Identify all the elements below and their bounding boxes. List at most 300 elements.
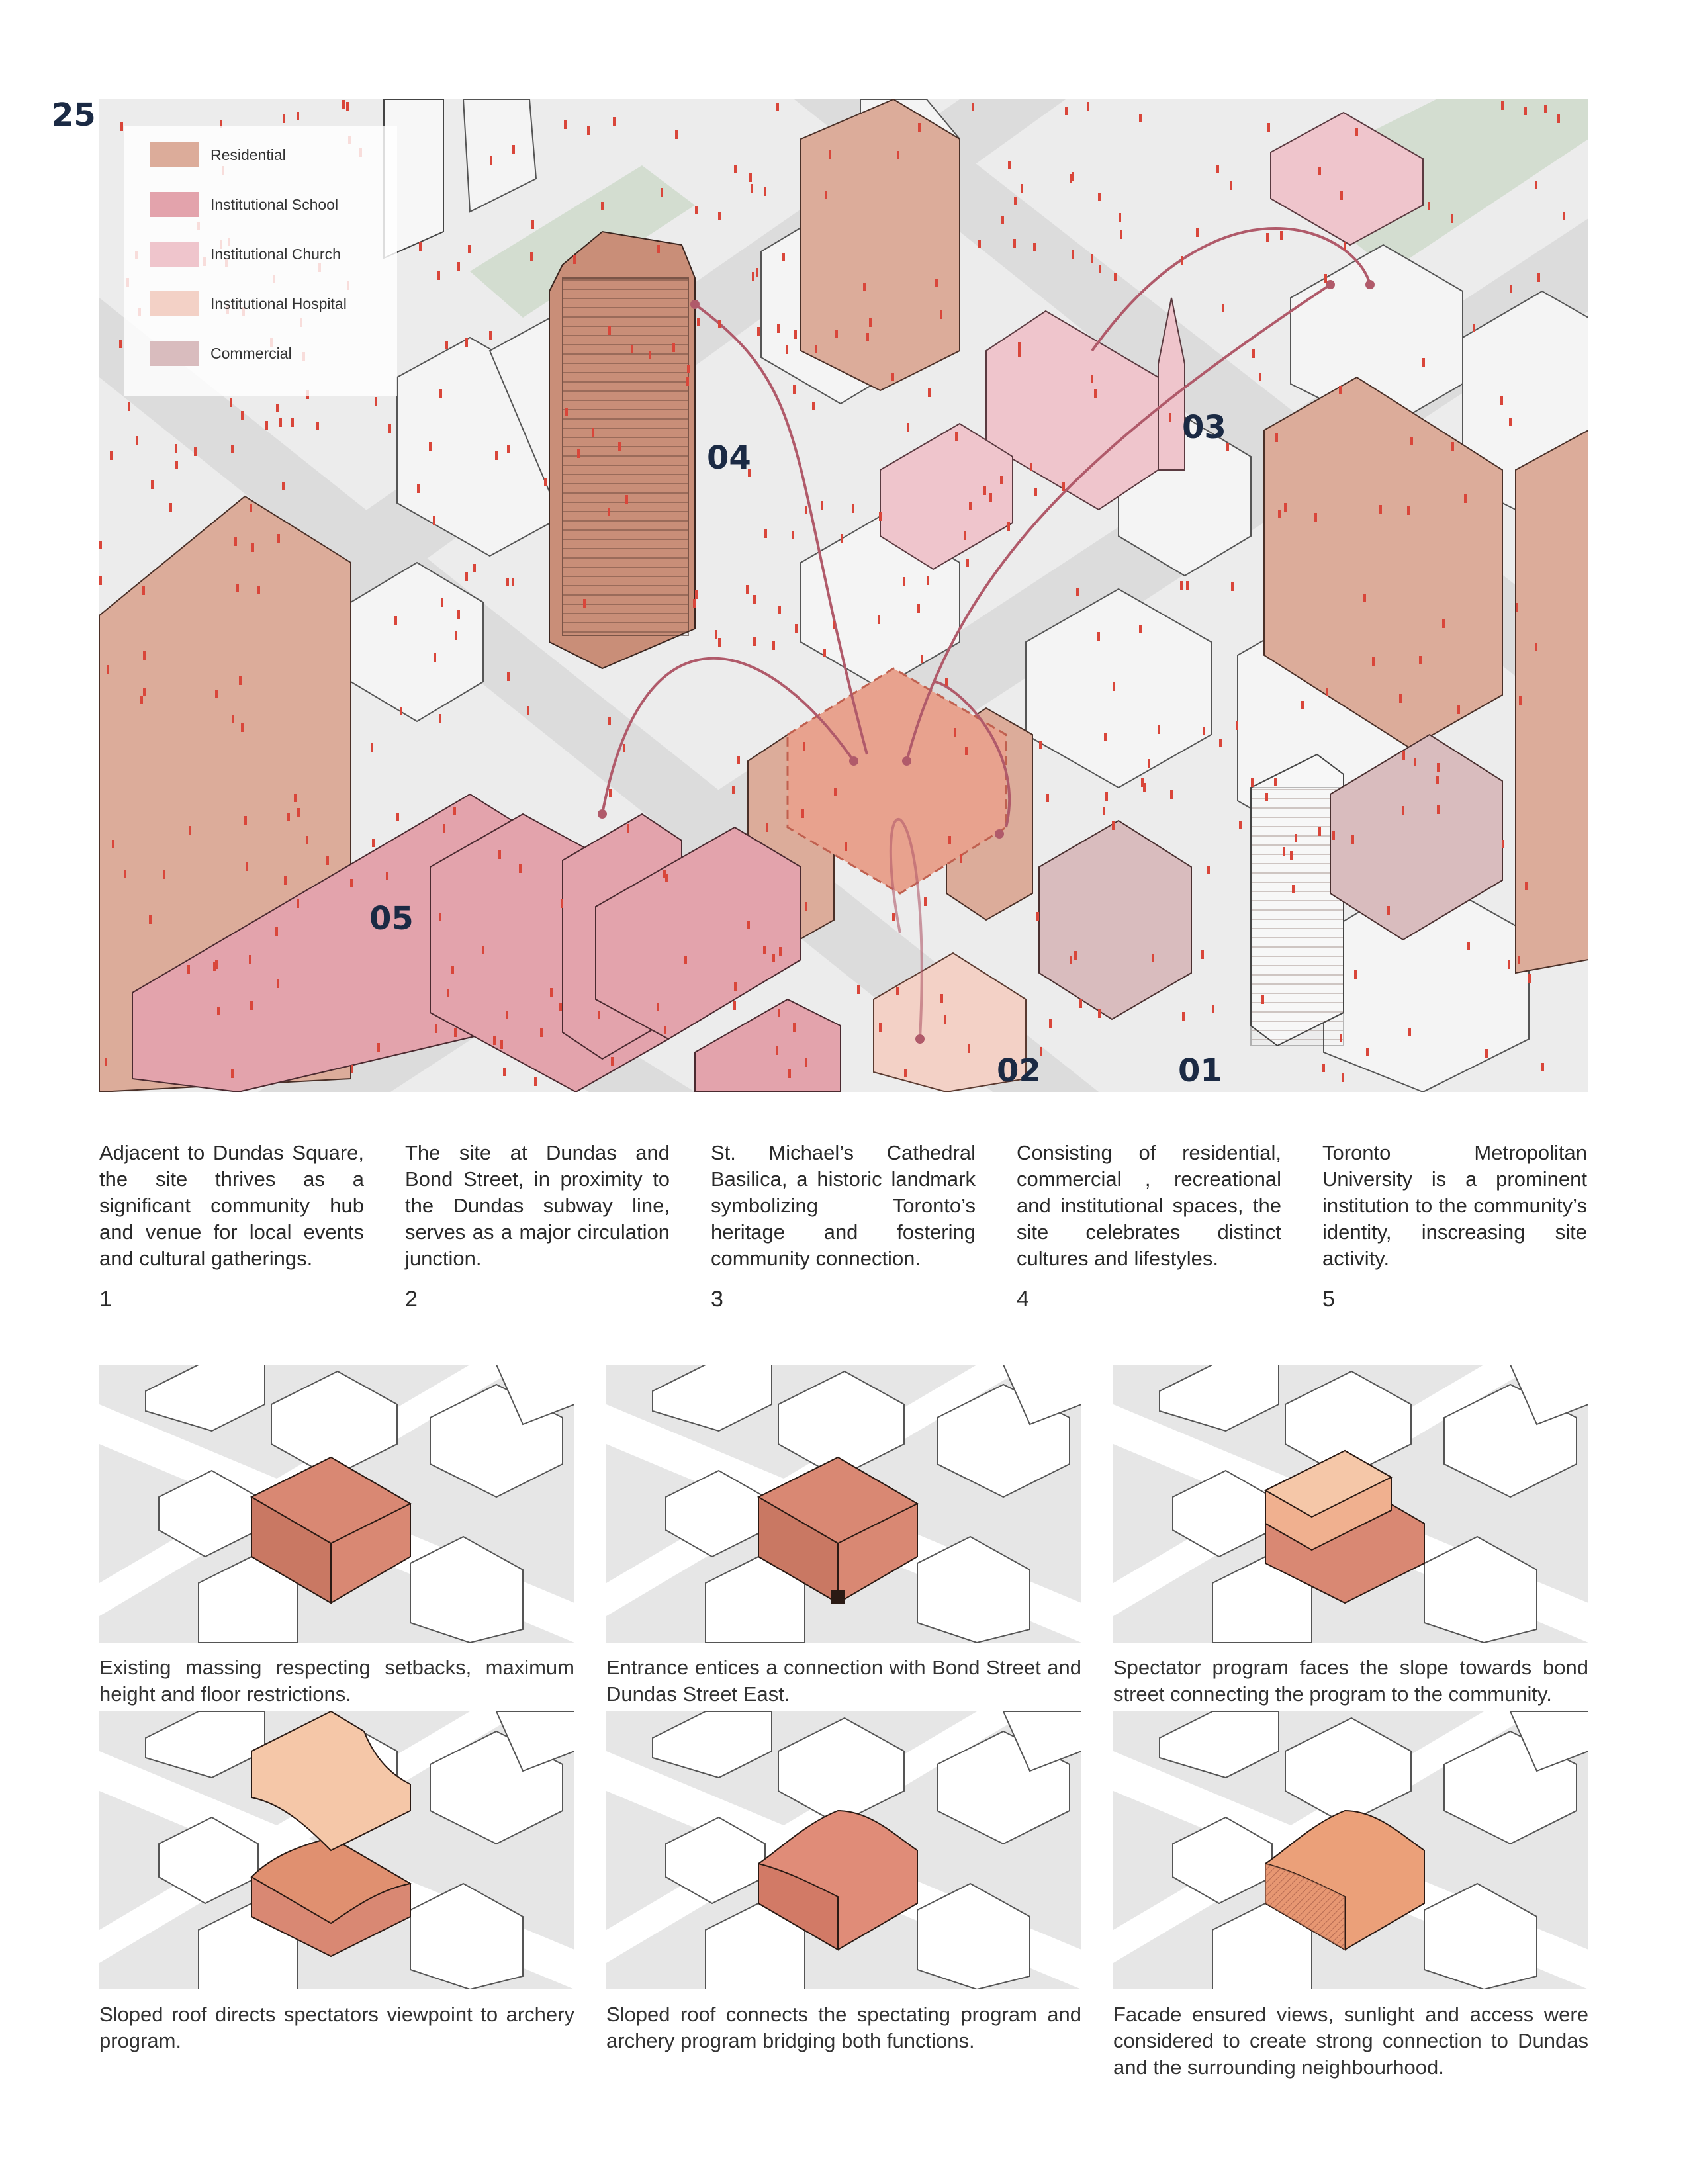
pedestrian-mark (1414, 758, 1416, 766)
pedestrian-mark (279, 418, 282, 427)
pedestrian-mark (625, 495, 628, 504)
pedestrian-mark (812, 402, 815, 410)
pedestrian-mark (530, 252, 533, 261)
pedestrian-mark (1407, 506, 1410, 515)
pedestrian-mark (534, 1077, 537, 1086)
pedestrian-mark (608, 326, 611, 335)
pedestrian-mark (465, 338, 468, 347)
pedestrian-mark (107, 665, 109, 674)
pedestrian-mark (217, 1007, 220, 1015)
pedestrian-mark (194, 447, 197, 456)
pedestrian-mark (1094, 389, 1097, 398)
pedestrian-mark (1152, 954, 1154, 962)
pedestrian-mark (598, 1011, 600, 1019)
pedestrian-mark (143, 651, 146, 660)
pedestrian-mark (1087, 102, 1089, 111)
pedestrian-mark (1169, 413, 1171, 422)
legend-swatch (150, 291, 199, 316)
pedestrian-mark (1239, 821, 1242, 829)
pedestrian-mark (649, 351, 651, 359)
legend-item (150, 240, 341, 269)
pedestrian-mark (1098, 1009, 1101, 1018)
pedestrian-mark (1518, 956, 1520, 964)
pedestrian-mark (213, 962, 216, 971)
description-number: 2 (405, 1287, 418, 1312)
legend-swatch (150, 242, 199, 267)
pedestrian-mark (1180, 581, 1183, 590)
pedestrian-mark (1437, 805, 1440, 814)
pedestrian-mark (1442, 619, 1445, 628)
pedestrian-mark (795, 624, 798, 633)
pedestrian-mark (99, 541, 102, 549)
pedestrian-mark (695, 590, 698, 599)
pedestrian-mark (561, 899, 563, 908)
pedestrian-mark (136, 436, 138, 445)
pedestrian-mark (766, 823, 768, 832)
pedestrian-mark (1139, 625, 1142, 633)
pedestrian-mark (1280, 231, 1283, 240)
pedestrian-mark (601, 202, 604, 210)
massing-panel-4 (99, 1711, 574, 1989)
pedestrian-mark (128, 402, 130, 411)
pedestrian-mark (687, 365, 690, 373)
pedestrian-mark (1344, 242, 1346, 250)
pedestrian-mark (143, 688, 146, 696)
pedestrian-mark (277, 979, 279, 988)
pedestrian-mark (1014, 197, 1017, 205)
pedestrian-mark (1201, 950, 1204, 959)
pedestrian-mark (1074, 951, 1077, 960)
pedestrian-mark (1535, 181, 1537, 189)
pedestrian-mark (1007, 522, 1010, 531)
pedestrian-mark (756, 268, 758, 277)
pedestrian-mark (627, 824, 629, 833)
pedestrian-mark (241, 411, 244, 420)
massing-panel-5 (606, 1711, 1081, 1989)
pedestrian-mark (935, 279, 938, 287)
pedestrian-mark (386, 872, 388, 880)
pedestrian-mark (1251, 778, 1254, 787)
legend-item (150, 190, 338, 219)
pedestrian-mark (863, 283, 866, 291)
pedestrian-mark (1295, 834, 1297, 842)
pedestrian-mark (1076, 588, 1079, 596)
pedestrian-mark (1355, 128, 1358, 136)
pedestrian-mark (672, 343, 675, 352)
pedestrian-mark (120, 122, 123, 131)
pedestrian-mark (1103, 807, 1105, 815)
pedestrian-mark (896, 987, 899, 995)
pedestrian-mark (473, 564, 476, 572)
description-number: 1 (99, 1287, 112, 1312)
pedestrian-mark (764, 187, 766, 196)
pedestrian-mark (1021, 184, 1023, 193)
pedestrian-mark (801, 809, 804, 818)
pedestrian-mark (944, 1015, 946, 1024)
pedestrian-mark (433, 516, 435, 525)
pedestrian-mark (1072, 172, 1074, 181)
pedestrian-mark (734, 165, 737, 173)
pedestrian-mark (1372, 657, 1375, 666)
pedestrian-mark (918, 123, 921, 132)
pedestrian-mark (1283, 847, 1285, 856)
pedestrian-mark (903, 577, 905, 586)
legend-label: Residential (210, 146, 286, 163)
pedestrian-mark (434, 653, 436, 662)
pedestrian-mark (793, 385, 796, 394)
pedestrian-mark (500, 1040, 503, 1049)
pedestrian-mark (99, 576, 102, 585)
pedestrian-mark (1501, 101, 1504, 110)
pedestrian-mark (1034, 488, 1037, 496)
pedestrian-mark (468, 245, 471, 253)
legend-swatch (150, 341, 199, 366)
legend-label: Institutional Church (210, 245, 341, 263)
pedestrian-mark (1410, 437, 1413, 445)
pedestrian-mark (1524, 107, 1527, 115)
description-number: 5 (1322, 1287, 1335, 1312)
pedestrian-mark (1182, 1012, 1185, 1021)
pedestrian-mark (1402, 806, 1404, 815)
pedestrian-mark (1354, 970, 1357, 979)
pedestrian-mark (757, 327, 760, 336)
pedestrian-mark (841, 534, 843, 543)
pedestrian-mark (124, 870, 126, 878)
pedestrian-mark (746, 585, 749, 594)
massing-panel-1 (99, 1365, 574, 1643)
pedestrian-mark (1065, 107, 1068, 115)
pedestrian-mark (377, 1043, 380, 1052)
pedestrian-mark (493, 1036, 496, 1045)
pedestrian-mark (1541, 1063, 1544, 1071)
pedestrian-mark (400, 707, 402, 715)
pedestrian-mark (1212, 1005, 1214, 1013)
pedestrian-mark (1072, 250, 1074, 259)
map-legend (124, 126, 397, 396)
pedestrian-mark (907, 423, 909, 432)
pedestrian-mark (287, 813, 290, 821)
pedestrian-mark (945, 678, 948, 686)
pedestrian-mark (250, 504, 252, 512)
pedestrian-mark (1379, 505, 1382, 514)
pedestrian-mark (495, 451, 498, 460)
pedestrian-mark (866, 333, 869, 341)
pedestrian-mark (592, 428, 594, 437)
pedestrian-mark (429, 442, 432, 451)
pedestrian-mark (857, 985, 860, 994)
pedestrian-mark (772, 641, 775, 650)
pedestrian-mark (1402, 751, 1405, 760)
pedestrian-mark (776, 103, 779, 111)
pedestrian-mark (794, 330, 797, 339)
description-number: 3 (711, 1287, 723, 1312)
pedestrian-mark (1070, 956, 1072, 964)
pedestrian-mark (1340, 1034, 1342, 1042)
pedestrian-mark (119, 340, 122, 348)
pedestrian-mark (611, 1057, 614, 1066)
pedestrian-mark (140, 696, 143, 704)
pedestrian-mark (489, 331, 492, 340)
pedestrian-mark (878, 615, 880, 624)
pedestrian-mark (1275, 433, 1278, 442)
pedestrian-mark (435, 1024, 437, 1033)
pedestrian-mark (388, 424, 391, 433)
pedestrian-mark (608, 717, 611, 725)
pedestrian-mark (447, 989, 449, 997)
pedestrian-mark (507, 445, 510, 453)
pedestrian-mark (948, 836, 951, 844)
pedestrian-mark (1091, 375, 1093, 383)
massing-caption-2: Entrance entices a connection with Bond Street and Dundas Street East. (606, 1656, 1081, 1706)
pedestrian-mark (815, 345, 817, 353)
pedestrian-mark (1516, 603, 1518, 612)
pedestrian-mark (964, 531, 966, 540)
pedestrian-mark (1451, 442, 1454, 451)
pedestrian-mark (1387, 906, 1390, 915)
pedestrian-mark (1219, 739, 1222, 747)
pedestrian-mark (1342, 1073, 1344, 1082)
pedestrian-mark (306, 836, 308, 844)
pedestrian-mark (1036, 912, 1039, 921)
pedestrian-mark (1114, 273, 1117, 281)
legend-label: Institutional Hospital (210, 295, 347, 312)
pedestrian-mark (657, 245, 660, 253)
pedestrian-mark (1510, 285, 1512, 293)
pedestrian-mark (465, 572, 468, 581)
pedestrian-mark (1181, 256, 1183, 265)
pedestrian-mark (1366, 1048, 1369, 1056)
pedestrian-mark (1301, 701, 1304, 709)
pedestrian-mark (1464, 494, 1467, 503)
pedestrian-mark (879, 512, 882, 521)
pedestrian-mark (445, 341, 448, 349)
pedestrian-mark (1141, 778, 1144, 787)
legend-item (150, 140, 286, 169)
pedestrian-mark (892, 913, 895, 921)
massing-caption-3: Spectator program faces the slope towards bond street connecting the program to the community. (1113, 1656, 1588, 1706)
description-1: Adjacent to Dundas Square, the site thrives as a significant community hub and venue for local events and cultural gatherings. (99, 1141, 364, 1270)
pedestrian-mark (234, 537, 237, 546)
pedestrian-mark (419, 242, 422, 251)
pedestrian-mark (250, 1001, 253, 1010)
pedestrian-mark (921, 655, 923, 663)
pedestrian-mark (753, 595, 756, 604)
pedestrian-mark (1351, 835, 1354, 844)
pedestrian-mark (1186, 581, 1189, 590)
pedestrian-mark (1422, 358, 1425, 367)
pedestrian-mark (1062, 482, 1065, 491)
pedestrian-mark (965, 747, 968, 755)
pedestrian-mark (175, 461, 178, 469)
pedestrian-mark (1318, 167, 1321, 175)
pedestrian-mark (241, 723, 244, 732)
pedestrian-mark (455, 631, 457, 640)
pedestrian-mark (1473, 324, 1475, 332)
pedestrian-mark (342, 100, 345, 109)
pedestrian-mark (1113, 682, 1115, 691)
pedestrian-mark (1207, 866, 1210, 874)
pedestrian-mark (1500, 396, 1503, 405)
pedestrian-mark (1030, 463, 1032, 471)
pedestrian-mark (1230, 181, 1232, 190)
pedestrian-mark (1158, 725, 1160, 734)
pedestrian-mark (686, 377, 689, 386)
pedestrian-mark (1267, 123, 1270, 132)
pedestrian-mark (550, 988, 553, 997)
marker-05: 05 (369, 900, 414, 937)
pedestrian-mark (782, 253, 785, 261)
description-4: Consisting of residential, commercial , recreational and institutional spaces, the site celebrates distinct cultures and lifestyles. (1017, 1141, 1281, 1270)
pedestrian-mark (834, 788, 837, 796)
pedestrian-mark (1203, 727, 1205, 735)
pedestrian-mark (1265, 793, 1268, 801)
pedestrian-mark (236, 584, 239, 592)
pedestrian-mark (187, 965, 190, 974)
pedestrian-mark (149, 915, 152, 924)
pedestrian-mark (695, 206, 698, 214)
pedestrian-mark (1039, 741, 1042, 749)
massing-panel-3 (1113, 1365, 1588, 1643)
pedestrian-mark (1274, 778, 1277, 786)
pedestrian-mark (1284, 503, 1287, 512)
pedestrian-mark (451, 966, 454, 974)
pedestrian-mark (294, 794, 297, 802)
pedestrian-mark (793, 1023, 796, 1032)
pedestrian-mark (175, 444, 177, 453)
pedestrian-mark (1259, 373, 1261, 381)
pedestrian-mark (1485, 1049, 1488, 1058)
pedestrian-mark (351, 1065, 353, 1073)
pedestrian-mark (693, 599, 696, 608)
pedestrian-mark (664, 1026, 666, 1034)
pedestrian-mark (1332, 831, 1335, 840)
pedestrian-mark (1216, 165, 1219, 173)
page-number: 25 (52, 97, 96, 134)
pedestrian-mark (733, 1001, 736, 1010)
pedestrian-mark (663, 870, 666, 878)
pedestrian-mark (954, 728, 956, 737)
pedestrian-mark (1001, 216, 1004, 224)
pedestrian-mark (490, 156, 492, 165)
pedestrian-mark (559, 1003, 562, 1011)
pedestrian-mark (1457, 705, 1460, 714)
pedestrian-mark (1000, 476, 1003, 484)
pedestrian-mark (978, 240, 981, 248)
pedestrian-mark (989, 493, 992, 502)
pedestrian-mark (968, 1044, 970, 1053)
pedestrian-mark (439, 714, 441, 723)
pedestrian-mark (1008, 161, 1011, 169)
pedestrian-mark (527, 706, 529, 715)
pedestrian-mark (734, 982, 737, 991)
pedestrian-mark (277, 534, 280, 543)
pedestrian-mark (457, 610, 460, 619)
pedestrian-mark (244, 816, 247, 825)
pedestrian-mark (1467, 942, 1470, 950)
pedestrian-mark (482, 946, 484, 954)
marker-03: 03 (1182, 409, 1226, 446)
pedestrian-mark (531, 220, 534, 229)
pedestrian-mark (661, 188, 663, 197)
pedestrian-mark (1326, 688, 1328, 696)
pedestrian-mark (265, 421, 268, 430)
pedestrian-mark (983, 486, 986, 495)
pedestrian-mark (747, 921, 750, 929)
pedestrian-mark (565, 408, 568, 416)
pedestrian-mark (1525, 882, 1528, 890)
pedestrian-mark (443, 824, 445, 833)
pedestrian-mark (110, 451, 113, 460)
pedestrian-mark (1091, 254, 1093, 263)
pedestrian-mark (879, 1023, 882, 1032)
pedestrian-mark (805, 902, 807, 911)
pedestrian-mark (718, 212, 721, 220)
pedestrian-mark (924, 897, 927, 906)
pedestrian-mark (1252, 349, 1255, 358)
pedestrian-mark (276, 404, 279, 412)
pedestrian-mark (1170, 790, 1173, 799)
pedestrian-mark (1324, 274, 1327, 283)
pedestrian-mark (507, 672, 510, 681)
pedestrian-mark (955, 432, 958, 441)
pedestrian-mark (940, 994, 943, 1003)
pedestrian-mark (829, 150, 831, 159)
massing-panel-2 (606, 1365, 1081, 1643)
pedestrian-mark (1049, 1019, 1052, 1028)
pedestrian-mark (437, 271, 440, 280)
pedestrian-mark (232, 715, 234, 723)
pedestrian-mark (151, 480, 154, 489)
pedestrian-mark (439, 389, 442, 398)
pedestrian-mark (805, 1058, 807, 1067)
pedestrian-mark (1502, 840, 1504, 848)
pedestrian-mark (1097, 632, 1100, 641)
pedestrian-mark (869, 318, 872, 327)
pedestrian-mark (519, 864, 522, 873)
legend-item (150, 339, 292, 368)
pedestrian-mark (587, 126, 590, 135)
pedestrian-mark (891, 373, 894, 381)
pedestrian-mark (1046, 794, 1049, 802)
pedestrian-mark (928, 388, 931, 397)
description-3: St. Michael’s Cathedral Basilica, a historic landmark symbolizing Toronto’s heritage and fostering community connection. (711, 1141, 976, 1270)
pedestrian-mark (251, 543, 254, 552)
pedestrian-mark (1099, 265, 1101, 273)
description-2: The site at Dundas and Bond Street, in proximity to the Dundas subway line, serves as a major circulation junction. (405, 1141, 670, 1270)
pedestrian-mark (1537, 273, 1540, 282)
pedestrian-mark (231, 445, 234, 453)
pedestrian-mark (1104, 733, 1107, 741)
pedestrian-mark (786, 345, 788, 354)
pedestrian-mark (112, 840, 114, 848)
pedestrian-mark (960, 854, 962, 863)
pedestrian-mark (439, 913, 441, 921)
pedestrian-mark (498, 850, 501, 859)
pedestrian-mark (1363, 594, 1366, 602)
pedestrian-mark (169, 503, 172, 512)
legend-swatch (150, 142, 199, 167)
pedestrian-mark (772, 954, 775, 962)
pedestrian-mark (326, 856, 329, 865)
pedestrian-mark (1236, 721, 1238, 730)
pedestrian-mark (927, 576, 929, 585)
pedestrian-mark (215, 690, 218, 698)
pedestrian-mark (833, 621, 835, 629)
pedestrian-mark (1340, 191, 1343, 200)
pedestrian-mark (715, 630, 717, 639)
pedestrian-mark (763, 946, 766, 954)
pedestrian-mark (823, 649, 826, 657)
